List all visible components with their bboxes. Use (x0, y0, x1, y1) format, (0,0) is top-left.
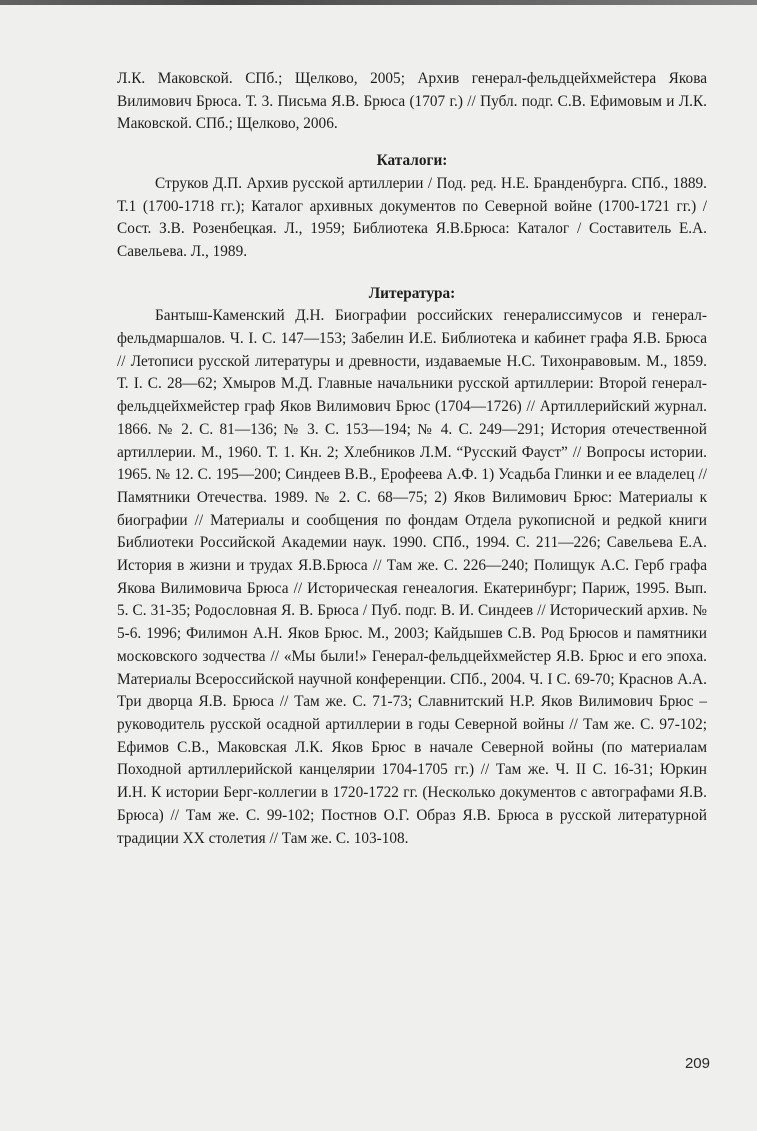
opening-paragraph: Л.К. Маковской. СПб.; Щелково, 2005; Архив генерал-фельдцейхмейстера Якова Вилимович Брюса. Т. 3. Письма Я.В. Брюса (1707 г.) // Публ. подг. С.В. Ефимовым и Л.К. Маковской. СПб.; Щелково, 2006. (117, 70, 707, 133)
page-number: 209 (684, 1055, 710, 1072)
literature-text: Бантыш-Каменский Д.Н. Биографии российских генералиссимусов и генерал-фельдмаршалов. Ч. I. С. 147—153; Забелин И.Е. Библиотека и кабинет графа Я.В. Брюса // Летописи русской литературы и древности, издаваемые Н.С. Тихонравовым. М., 1859. Т. I. С. 28—62; Хмыров М.Д. Главные начальники русской артиллерии: Второй генерал-фельдцейхмейстер граф Яков Вилимович Брюс (1704—1726) // Артиллерийский журнал. 1866. № 2. С. 81—136; № 3. С. 153—194; № 4. С. 249—291; История отечественной артиллерии. М., 1960. Т. 1. Кн. 2; Хлебников Л.М. “Русский Фауст” // Вопросы истории. 1965. № 12. С. 195—200; Синдеев В.В., Ерофеева А.Ф. 1) Усадьба Глинки и ее владелец // Памятники Отечества. 1989. № 2. С. 68—75; 2) Яков Вилимович Брюс: Материалы к биографии // Материалы и сообщения по фондам Отдела рукописной и редкой книги Библиотеки Российской Академии наук. 1990. СПб., 1994. С. 211—226; Савельева Е.А. История в жизни и трудах Я.В.Брюса // Там же. С. 226—240; Полищук А.С. Герб графа Якова Вилимовича Брюса // Историческая генеалогия. Екатеринбург; Париж, 1995. Вып. 5. С. 31-35; Родословная Я. В. Брюса / Пуб. подг. В. И. Синдеев // Исторический архив. № 5-6. 1996; Филимон А.Н. Яков Брюс. М., 2003; Кайдышев С.В. Род Брюсов и памятники московского зодчества // «Мы были!» Генерал-фельдцейхмейстер Я.В. Брюс и его эпоха. Материалы Всероссийской научной конференции. СПб., 2004. Ч. I С. 69-70; Краснов А.А. Три дворца Я.В. Брюса // Там же. С. 71-73; Славнитский Н.Р. Яков Вилимович Брюс – руководитель русской осадной артиллерии в годы Северной войны // Там же. С. 97-102; Ефимов С.В., Маковская Л.К. Яков Брюс в начале Северной войны (по материалам Походной артиллерийской канцелярии 1704-1705 гг.) // Там же. Ч. II С. 16-31; Юркин И.Н. К истории Берг-коллегии в 1720-1722 гг. (Несколько документов с автографами Я.В. Брюса) // Там же. С. 99-102; Постнов О.Г. Образ Я.В. Брюса в русской литературной традиции XX столетия // Там же. С. 103-108. (117, 307, 707, 847)
scan-top-edge (0, 0, 757, 5)
page-body (117, 68, 707, 850)
literature-section (117, 283, 707, 851)
literature-heading: Литература: (368, 284, 456, 302)
catalogs-heading: Каталоги: (376, 152, 448, 170)
catalogs-text: Струков Д.П. Архив русской артиллерии / Под. ред. Н.Е. Бранденбурга. СПб., 1889. Т.1 (1700-1718 гг.); Каталог архивных документов по Северной войне (1700-1721 гг.) / Сост. З.В. Розенбецкая. Л., 1959; Библиотека Я.В.Брюса: Каталог / Составитель Е.А. Савельева. Л., 1989. (117, 174, 707, 260)
catalogs-section (117, 150, 707, 264)
